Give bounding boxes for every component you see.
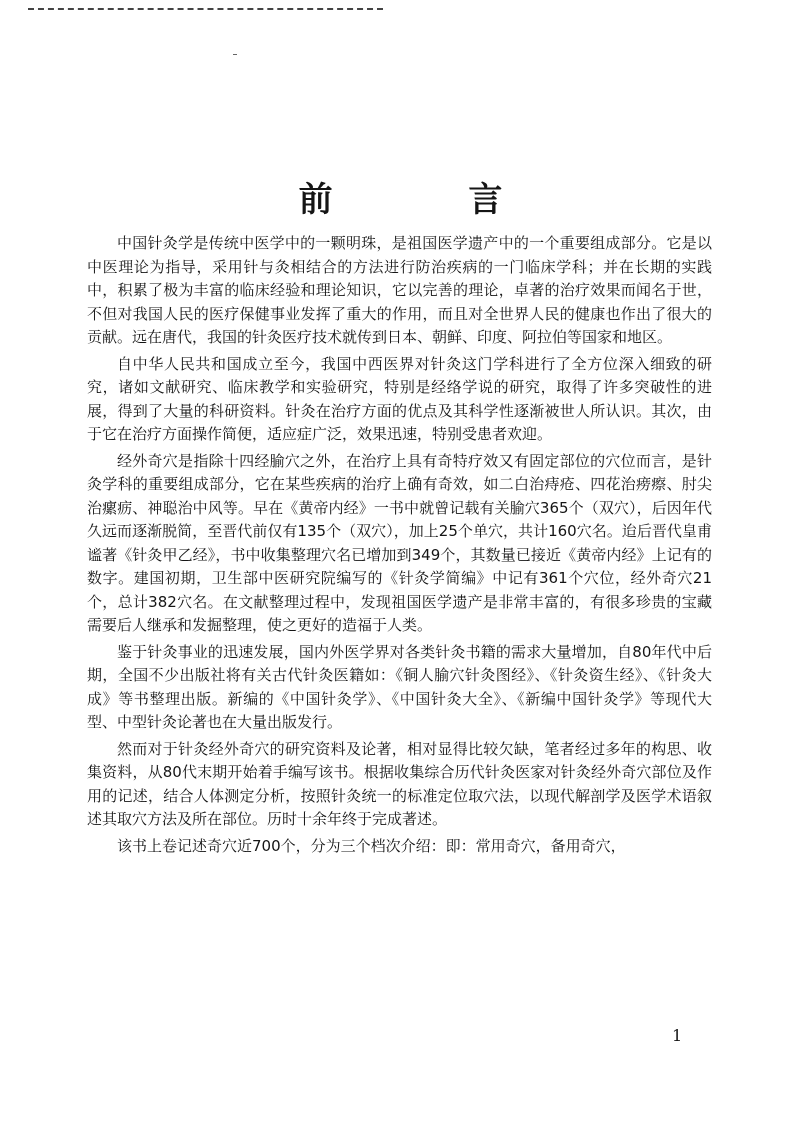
paragraph: 中国针灸学是传统中医学中的一颗明珠，是祖国医学遗产中的一个重要组成部分。它是以中医理论为指导，采用针与灸相结合的方法进行防治疾病的一门临床学科；并在长期的实践中，积累了极为丰富的临床经验和理论知识，它以完善的理论，卓著的治疗效果而闻名于世，不但对我国人民的医疗保健事业发挥了重大的作用，而且对全世界人民的健康也作出了很大的贡献。远在唐代，我国的针灸医疗技术就传到日本、朝鲜、印度、阿拉伯等国家和地区。 xyxy=(87,234,712,346)
page-title: 前 言 xyxy=(298,180,565,220)
paragraph: 该书上卷记述奇穴近700个，分为三个档次介绍：即：常用奇穴，备用奇穴， xyxy=(117,836,626,855)
paragraph: 经外奇穴是指除十四经腧穴之外，在治疗上具有奇特疗效又有固定部位的穴位而言，是针灸学科的重要组成部分，它在某些疾病的治疗上确有奇效，如二白治痔疮、四花治痨瘵、肘尖治瘰疬、神聪治中风等。早在《黄帝内经》一书中就曾记载有关腧穴365个（双穴），后因年代久远而逐渐脱简，至晋代前仅有135个（双穴），加上25个单穴，共计160穴名。迨后晋代皇甫谧著《针灸甲乙经》，书中收集整理穴名已增加到349个，其数量已接近《黄帝内经》上记有的数字。建国初期，卫生部中医研究院编写的《针灸学简编》中记有361个穴位，经外奇穴21个，总计382穴名。在文献整理过程中，发现祖国医学遗产是非常丰富的，有很多珍贵的宝藏需要后人继承和发掘整理，使之更好的造福于人类。 xyxy=(87,451,712,634)
paragraph: 然而对于针灸经外奇穴的研究资料及论著，相对显得比较欠缺，笔者经过多年的构思、收集资料，从80代末期开始着手编写该书。根据收集综合历代针灸医家对针灸经外奇穴部位及作用的记述，结合人体测定分析，按照针灸统一的标准定位取穴法，以现代解剖学及医学术语叙述其取穴方法及所在部位。历时十余年终于完成著述。 xyxy=(87,739,712,828)
scan-artifact-dashes xyxy=(28,8,383,12)
scan-artifact-speck xyxy=(233,54,237,55)
paragraph: 自中华人民共和国成立至今，我国中西医界对针灸这门学科进行了全方位深入细致的研究，诸如文献研究、临床教学和实验研究，特别是经络学说的研究，取得了许多突破性的进展，得到了大量的科研资料。针灸在治疗方面的优点及其科学性逐渐被世人所认识。其次，由于它在治疗方面操作简便，适应症广泛，效果迅速，特别受患者欢迎。 xyxy=(87,354,712,443)
paragraph: 鉴于针灸事业的迅速发展，国内外医学界对各类针灸书籍的需求大量增加，自80年代中后期，全国不少出版社将有关古代针灸医籍如：《铜人腧穴针灸图经》、《针灸资生经》、《针灸大成》等书整理出版。新编的《中国针灸学》、《中国针灸大全》、《新编中国针灸学》等现代大型、中型针灸论著也在大量出版发行。 xyxy=(87,642,712,731)
page-number: 1 xyxy=(672,1026,683,1045)
body-text xyxy=(87,232,712,861)
